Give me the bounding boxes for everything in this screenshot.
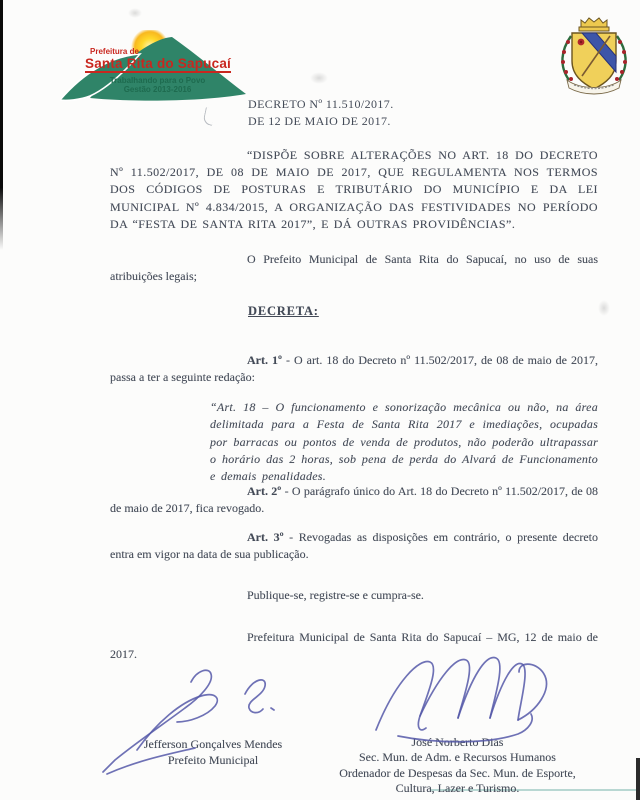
article-1 [110, 352, 598, 386]
publication-order: Publique-se, registre-se e cumpra-se. [247, 588, 424, 602]
signer-name: Jefferson Gonçalves Mendes [143, 737, 283, 751]
signer-role: Ordenador de Despesas da Sec. Mun. de Esporte, [339, 765, 576, 780]
logo-prefeitura-label: Prefeitura de [90, 47, 139, 56]
article-3-text: - Revogadas as disposições em contrário, o presente decreto entra em vigor na data de sua publicação. [110, 530, 599, 562]
article-3 [110, 529, 598, 563]
logo-term-years: Gestão 2013-2016 [123, 85, 192, 94]
article-3-label: Art. 3º [247, 530, 284, 544]
scan-smudge [128, 8, 142, 18]
signer-role: Prefeito Municipal [167, 752, 259, 767]
signer-name: José Norberto Dias [411, 735, 504, 749]
article-1-text: - O art. 18 do Decreto nº 11.502/2017, de 08 de maio de 2017, passa a ter a seguinte redação: [110, 353, 599, 385]
logo-city-name: Santa Rita do Sapucaí [85, 56, 231, 71]
scan-smudge [310, 72, 328, 84]
article-1-label: Art. 1º [247, 353, 282, 367]
logo-slogan: Trabalhando para o Povo [109, 76, 206, 85]
decree-summary: “DISPÕE SOBRE ALTERAÇÕES NO ART. 18 DO DECRETO Nº 11.502/2017, DE 08 DE MAIO DE 2017, QUE REGULAMENTA NOS TERMOS DOS CÓDIGOS DE POSTURAS E TRIBUTÁRIO DO MUNICÍPIO E DA LEI MUNICIPAL Nº 4.834/2015, A ORGANIZAÇÃO DAS FESTIVIDADES NO PERÍODO DA “FESTA DE SANTA RITA 2017”, E DÁ OUTRAS PROVIDÊNCIAS”. [110, 148, 598, 231]
decree-title-block [248, 96, 394, 130]
municipal-coat-of-arms-icon [558, 14, 630, 96]
article-2-text: - O parágrafo único do Art. 18 do Decreto nº 11.502/2017, de 08 de maio de 2017, fica revogado. [110, 484, 598, 516]
city-hall-logo [60, 30, 250, 104]
decree-number: DECRETO Nº 11.510/2017. [248, 97, 394, 111]
decreta-heading: DECRETA: [248, 304, 319, 318]
scan-curl-artifact [202, 107, 215, 126]
handwritten-signature-secretary-icon [368, 650, 568, 758]
decree-date: DE 12 DE MAIO DE 2017. [248, 114, 391, 128]
signer-role: Cultura, Lazer e Turismo. [395, 781, 520, 796]
signer-role: Sec. Mun. de Adm. e Recursos Humanos [359, 750, 556, 765]
article-2-label: Art. 2º [247, 484, 282, 498]
handwritten-signature-mayor-icon [95, 662, 305, 782]
article-2 [110, 483, 598, 517]
closing-line: Prefeitura Municipal de Santa Rita do Sapucaí – MG, 12 de maio de 2017. [110, 630, 598, 662]
scan-edge-artifact-left [0, 0, 3, 250]
scan-smudge [598, 300, 610, 316]
article-18-quote: “Art. 18 – O funcionamento e sonorização mecânica ou não, na área delimitada para a Festa de Santa Rita 2017 e imediações, ocupadas por barracas ou pontos de venda de produtos, não poderão ultrapassar o horário das 2 horas, sob pena de perda do Alvará de Funcionamento e demais penalidades. [210, 400, 598, 484]
decree-preamble: O Prefeito Municipal de Santa Rita do Sapucaí, no uso de suas atribuições legais; [110, 252, 598, 284]
scan-edge-artifact-right [636, 758, 640, 800]
